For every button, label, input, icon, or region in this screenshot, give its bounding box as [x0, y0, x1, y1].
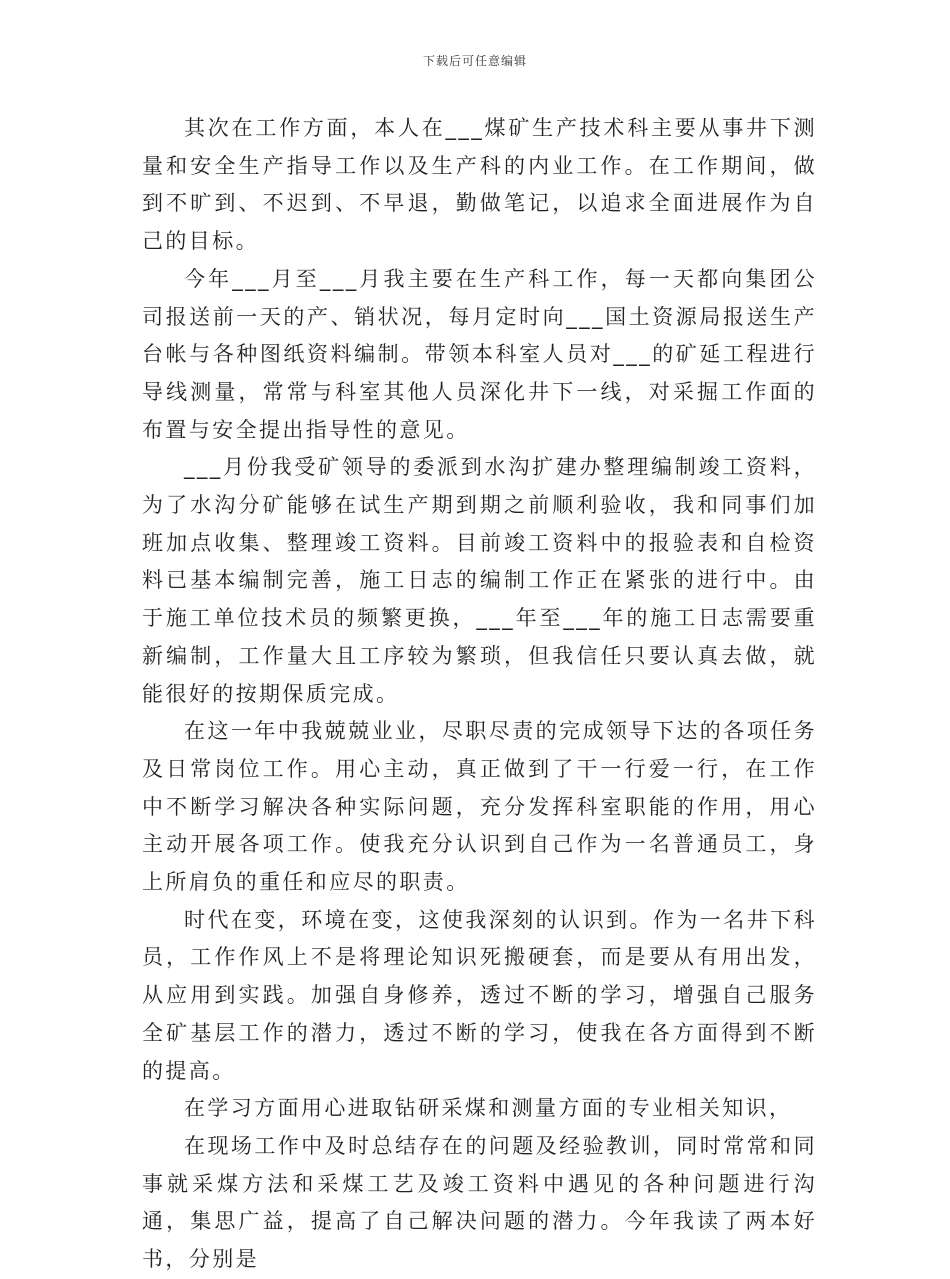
paragraph-completion-documents: ___月份我受矿领导的委派到水沟扩建办整理编制竣工资料，为了水沟分矿能够在试生产期到期之前顺利验收，我和同事们加班加点收集、整理竣工资料。目前竣工资料中的报验表和自检资料已基本编制完善，施工日志的编制工作正在紧张的进行中。由于施工单位技术员的频繁更换，___年至___年的施工日志需要重新编制，工作量大且工序较为繁琐，但我信任只要认真去做，就能很好的按期保质完成。	[142, 455, 817, 706]
page-header: 下载后可任意编辑	[422, 54, 527, 68]
document-body	[142, 110, 817, 1279]
paragraph-times-change: 时代在变，环境在变，这使我深刻的认识到。作为一名井下科员，工作作风上不是将理论知识死搬硬套，而是要从有用出发，从应用到实践。加强自身修养，透过不断的学习，增强自己服务全矿基层工作的潜力，透过不断的学习，使我在各方面得到不断的提高。	[142, 907, 817, 1083]
paragraph-field-summary: 在现场工作中及时总结存在的问题及经验教训，同时常常和同事就采煤方法和采煤工艺及竣工资料中遇见的各种问题进行沟通，集思广益，提高了自己解决问题的潜力。今年我读了两本好书，分别是	[142, 1133, 817, 1272]
paragraph-study: 在学习方面用心进取钻研采煤和测量方面的专业相关知识，	[184, 1096, 793, 1121]
paragraph-diligence: 在这一年中我兢兢业业，尽职尽责的完成领导下达的各项任务及日常岗位工作。用心主动，真正做到了干一行爱一行，在工作中不断学习解决各种实际问题，充分发挥科室职能的作用，用心主动开展各项工作。使我充分认识到自己作为一名普通员工，身上所肩负的重任和应尽的职责。	[142, 719, 817, 895]
paragraph-production-work: 今年___月至___月我主要在生产科工作，每一天都向集团公司报送前一天的产、销状况，每月定时向___国土资源局报送生产台帐与各种图纸资料编制。带领本科室人员对___的矿延工程进行导线测量，常常与科室其他人员深化井下一线，对采掘工作面的布置与安全提出指导性的意见。	[142, 266, 817, 442]
paragraph-work-duties: 其次在工作方面，本人在___煤矿生产技术科主要从事井下测量和安全生产指导工作以及生产科的内业工作。在工作期间，做到不旷到、不迟到、不早退，勤做笔记，以追求全面进展作为自己的目标。	[142, 116, 817, 254]
